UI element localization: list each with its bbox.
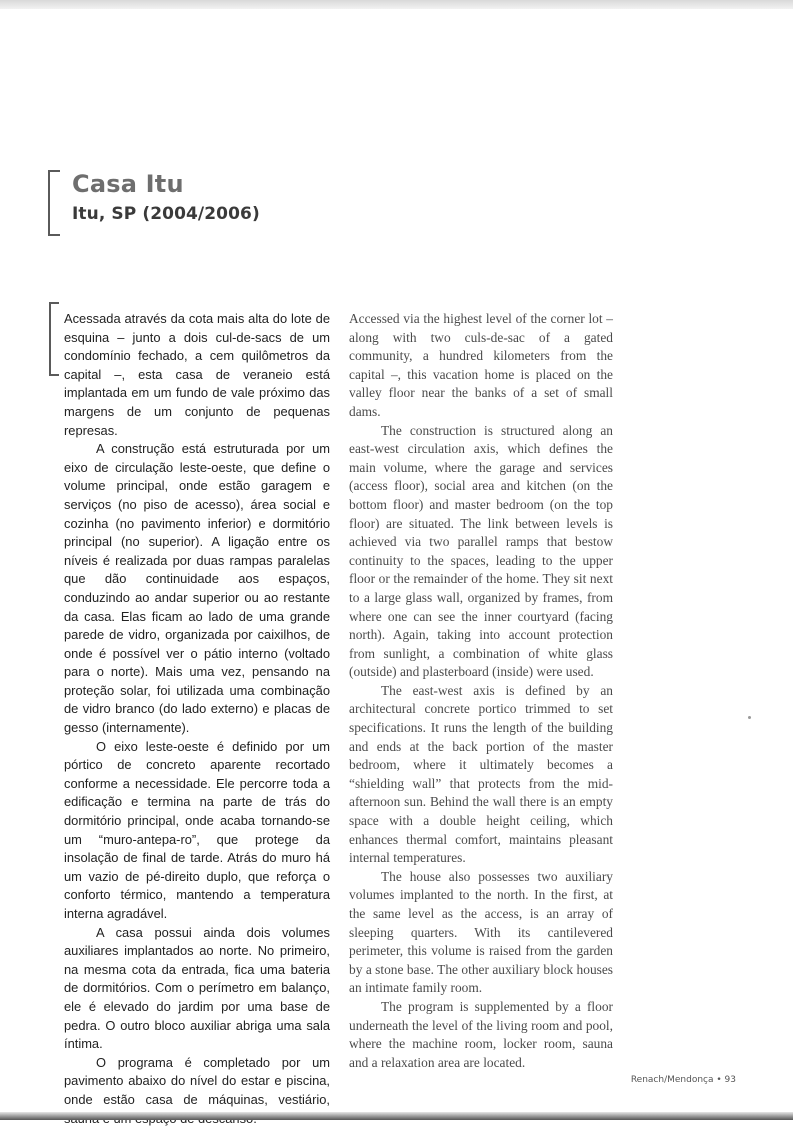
- en-paragraph-4: The house also possesses two auxiliary volumes implanted to the north. In the first, at the same level as the access, is an array of sleeping quarters. With its cantilevered perimeter, this volume is raised from the garden by a stone base. The other auxiliary block houses an intimate family room.: [349, 868, 613, 996]
- page-bottom-edge: [0, 1112, 793, 1120]
- page-top-edge: [0, 0, 793, 9]
- page-subtitle: Itu, SP (2004/2006): [72, 204, 260, 224]
- title-bracket-ornament: [48, 170, 60, 236]
- portuguese-text-column: [64, 310, 330, 1128]
- en-paragraph-2: The construction is structured along an east-west circulation axis, which defines the main volume, where the garage and services (access floor), social area and kitchen (on the bottom floor) and master bedroom (on the top floor) are situated. The link between levels is achieved via two parallel ramps that bestow continuity to the spaces, leading to the upper floor or the remainder of the home. They sit next to a large glass wall, organized by frames, from where one can see the inner courtyard (facing north). Again, taking into account protection from sunlight, a combination of white glass (outside) and plasterboard (inside) were used.: [349, 422, 613, 680]
- scan-speck: [748, 716, 751, 719]
- english-text-column: [349, 310, 613, 1072]
- en-paragraph-1: Accessed via the highest level of the corner lot – along with two culs-de-sac of a gated community, a hundred kilometers from the capital –, this vacation home is placed on the valley floor near the banks of a set of small dams.: [349, 311, 613, 419]
- pt-paragraph-1: Acessada através da cota mais alta do lote de esquina – junto a dois cul-de-sacs de um condomínio fechado, a cem quilômetros da capital –, esta casa de veraneio está implantada em um fundo de vale próximo das margens de um conjunto de pequenas represas.: [64, 311, 330, 438]
- paragraph-bracket-ornament: [49, 302, 59, 376]
- page-title: Casa Itu: [72, 170, 184, 198]
- pt-paragraph-5: O programa é completado por um pavimento abaixo do nível do estar e piscina, onde estão casa de máquinas, vestiário,: [64, 1054, 330, 1107]
- pt-paragraph-4: A casa possui ainda dois volumes auxiliares implantados ao norte. No primeiro, na mesma cota da entrada, fica uma bateria de dormitórios. Com o perímetro em balanço, ele é elevado do jardim por uma base de pedra. O outro bloco auxiliar abriga uma sala íntima.: [64, 924, 330, 1052]
- pt-paragraph-2: A construção está estruturada por um eixo de circulação leste-oeste, que define o volume principal, onde estão garagem e serviços (no piso de acesso), área social e cozinha (no pavimento inferior) e dormitório principal (no superior). A ligação entre os níveis é realizada por duas rampas paralelas que dão continuidade aos espaços, conduzindo ao andar superior ou ao restante da casa. Elas ficam ao lado de uma grande parede de vidro, organizada por caixilhos, de onde é possível ver o pátio interno (voltado para o norte). Mais uma vez, pensando na proteção solar, foi utilizada uma combinação de vidro branco (do lado externo) e placas de gesso (internamente).: [64, 441, 330, 736]
- en-paragraph-3: The east-west axis is defined by an architectural concrete portico trimmed to set specifications. It runs the length of the building and ends at the back portion of the master bedroom, where it ultimately becomes a “shielding wall” that protects from the mid-afternoon sun. Behind the wall there is an empty space with a double height ceiling, which enhances thermal comfort, maintains pleasant internal temperatures.: [349, 682, 613, 866]
- en-paragraph-5: The program is supplemented by a floor underneath the level of the living room and pool, where the machine room, locker room, sauna and a relaxation area are located.: [349, 998, 613, 1070]
- pt-paragraph-3: O eixo leste-oeste é definido por um pórtico de concreto aparente recortado conforme a necessidade. Ele percorre toda a edificação e termina na parte de trás do dormitório principal, onde acaba tornando-se um “muro-antepa-ro”, que protege da insolação de final de tarde. Atrás do muro há um vazio de pé-direito duplo, que reforça o conforto térmico, mantendo a temperatura interna agradável.: [64, 738, 330, 921]
- page-footer: Renach/Mendonça • 93: [630, 1075, 736, 1085]
